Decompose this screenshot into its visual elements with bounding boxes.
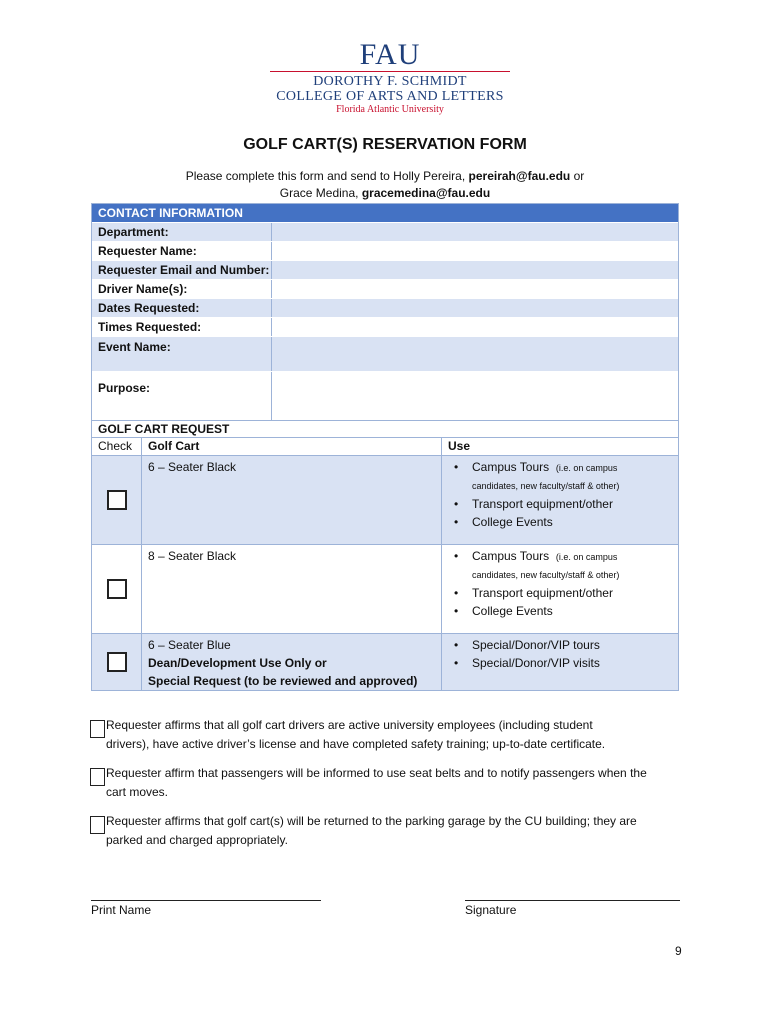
cart-column-headers [92,437,678,455]
dates-row [92,298,678,317]
use-list [448,458,672,531]
driver-names-label: Driver Name(s): [92,280,272,298]
use-cell [442,634,678,690]
use-item: • Transport equipment/other [448,584,672,602]
intro-text-1: Please complete this form and send to Holly Pereira, [185,169,466,183]
use-text: Campus Tours [472,549,550,563]
form-instructions [0,168,770,202]
requester-email-row [92,260,678,279]
affirmation-drivers [90,716,690,754]
email-link-medina[interactable]: gracemedina@fau.edu [361,186,491,200]
intro-text-3: Grace Medina, [279,186,359,200]
use-cell [442,456,678,544]
affirmation-passengers [90,764,690,802]
cart-name-cell [142,456,442,544]
use-list [448,547,672,620]
golf-cart-column-header: Golf Cart [142,438,442,455]
cart-request-header: GOLF CART REQUEST [92,421,678,437]
check-column-header: Check [92,438,142,455]
affirmation-checkbox-return[interactable] [90,816,105,834]
use-note: (i.e. on campus [555,552,618,562]
college-logo [270,40,510,115]
event-field[interactable] [272,337,678,371]
cart-name-cell [142,545,442,633]
use-column-header: Use [448,439,471,453]
affirmation-line: parked and charged appropriately. [106,833,288,847]
affirmation-checkbox-drivers[interactable] [90,720,105,738]
dates-label: Dates Requested: [92,299,272,317]
use-item: • Transport equipment/other [448,495,672,513]
check-cell [92,634,142,690]
page-number: 9 [675,944,682,958]
use-note: (i.e. on campus [555,463,618,473]
requester-email-label: Requester Email and Number: [92,261,272,279]
affirmation-line: Requester affirms that golf cart(s) will be returned to the parking garage by the CU building; they are [106,814,637,828]
dates-field[interactable] [272,299,678,317]
fau-logo-mark: FAU [359,38,421,71]
affirmation-line: Requester affirm that passengers will be informed to use seat belts and to notify passengers when the [106,766,647,780]
checkbox-6-seater-black[interactable] [107,490,127,510]
affirmation-text [90,716,690,754]
driver-names-row [92,279,678,298]
event-label: Event Name: [92,337,272,371]
cart-row-6-seater-black [92,455,678,544]
cart-name: 6 – Seater Blue [148,638,231,652]
requester-name-row [92,241,678,260]
check-cell [92,456,142,544]
use-text: Campus Tours [472,460,550,474]
driver-names-field[interactable] [272,280,678,298]
use-item: • College Events [448,602,672,620]
use-item [448,547,672,584]
intro-text-2: or [573,169,585,183]
checkbox-6-seater-blue[interactable] [107,652,127,672]
requester-name-label: Requester Name: [92,242,272,260]
contact-header: CONTACT INFORMATION [92,204,678,222]
logo-line-3: Florida Atlantic University [336,104,444,115]
times-field[interactable] [272,318,678,336]
cart-note-1: Dean/Development Use Only or [148,656,327,670]
times-label: Times Requested: [92,318,272,336]
use-list [448,636,672,672]
purpose-field[interactable] [272,372,678,426]
logo-rule [270,71,510,72]
use-note-2: candidates, new faculty/staff & other) [472,570,620,580]
requester-name-field[interactable] [272,242,678,260]
contact-information-table [91,203,679,427]
affirmation-text [90,764,690,802]
logo-line-2: COLLEGE OF ARTS AND LETTERS [276,89,504,104]
purpose-label: Purpose: [92,372,272,426]
logo-line-1: DOROTHY F. SCHMIDT [313,74,467,89]
print-name-block [91,900,321,919]
email-link-pereira[interactable]: pereirah@fau.edu [468,169,571,183]
affirmation-line: Requester affirms that all golf cart drivers are active university employees (including student [106,718,593,732]
department-row [92,222,678,241]
affirmation-text [90,812,690,850]
use-cell [442,545,678,633]
cart-note-2: Special Request (to be reviewed and approved) [148,674,418,688]
signature-block [465,900,680,919]
cart-row-8-seater-black [92,544,678,633]
checkbox-8-seater-black[interactable] [107,579,127,599]
contact-rows [92,222,678,426]
use-item: • Special/Donor/VIP visits [448,654,672,672]
use-item: • College Events [448,513,672,531]
golf-cart-request-table [91,420,679,691]
affirmation-return [90,812,690,850]
department-field[interactable] [272,223,678,241]
times-row [92,317,678,336]
use-item [448,458,672,495]
requester-email-field[interactable] [272,261,678,279]
department-label: Department: [92,223,272,241]
use-note-2: candidates, new faculty/staff & other) [472,481,620,491]
print-name-label: Print Name [91,903,152,917]
purpose-row [92,371,678,426]
affirmation-line: cart moves. [106,785,169,799]
signature-label: Signature [465,903,517,917]
form-title: GOLF CART(S) RESERVATION FORM [243,136,527,153]
affirmation-checkbox-passengers[interactable] [90,768,105,786]
use-item: • Special/Donor/VIP tours [448,636,672,654]
cart-row-6-seater-blue [92,633,678,690]
check-cell [92,545,142,633]
cart-name: 8 – Seater Black [148,549,237,563]
affirmation-line: drivers), have active driver’s license and have completed safety training; up-to-date certificate. [106,737,606,751]
event-row [92,336,678,371]
cart-name: 6 – Seater Black [148,460,237,474]
cart-name-cell [142,634,442,690]
